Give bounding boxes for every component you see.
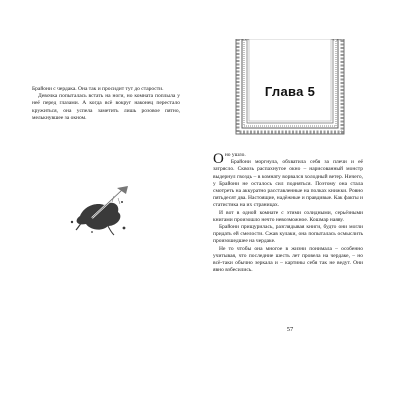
- left-paragraph-2: Девочка попыталась встать на ноги, но комната поплыла у неё перед глазами. А когда всё вокруг наконец перестало кружиться, она успела заметить лишь розовое пятно, мелькнувшее за окном.: [32, 93, 180, 121]
- right-paragraph-2: И вот в одной комнате с этими солидными, серьёзными книгами произошло нечто невозможное. Кошмар наяву.: [213, 209, 363, 223]
- left-page-text: [32, 86, 180, 122]
- left-paragraph-1: Брайони с чердака. Она так и просидит тут до старости.: [32, 86, 164, 92]
- opening-line: но ушло.: [224, 152, 246, 158]
- page-number: 57: [286, 326, 294, 333]
- right-paragraph-1: Брайони моргнула, обхватила себя за плечи и её затрясло. Сквозь распахнутое окно – нарисованный монстр выдернул гвоздь – в комнату ворвался холодный ветер. Ничего, у Брайони не осталось сил подняться. Поэтому она стала смотреть на аккуратно расставленные на полках книжки. Ровно пятьдесят два. Настоящие, надёжные и правдивые. Как факты и статистика на их страницах.: [213, 159, 363, 209]
- drop-cap: О: [213, 151, 224, 167]
- chapter-title: Глава 5: [264, 84, 316, 99]
- right-page: [200, 0, 400, 400]
- right-paragraph-3: Брайони прищурилась, разглядывая книги, будто они могли придать ей смелости. Сжав кулаки, она попыталась осмыслить произошедшее на чердаке.: [213, 224, 363, 245]
- right-paragraph-4: Не то чтобы она многое в жизни понимала – особенно учитывая, что последние шесть лет провела на чердаке, – но всё-таки обычно зеркала и – картины себя так не ведут. Они явно взбесились.: [213, 245, 363, 274]
- ink-splash-illustration: [62, 178, 142, 238]
- right-page-text: [213, 152, 363, 274]
